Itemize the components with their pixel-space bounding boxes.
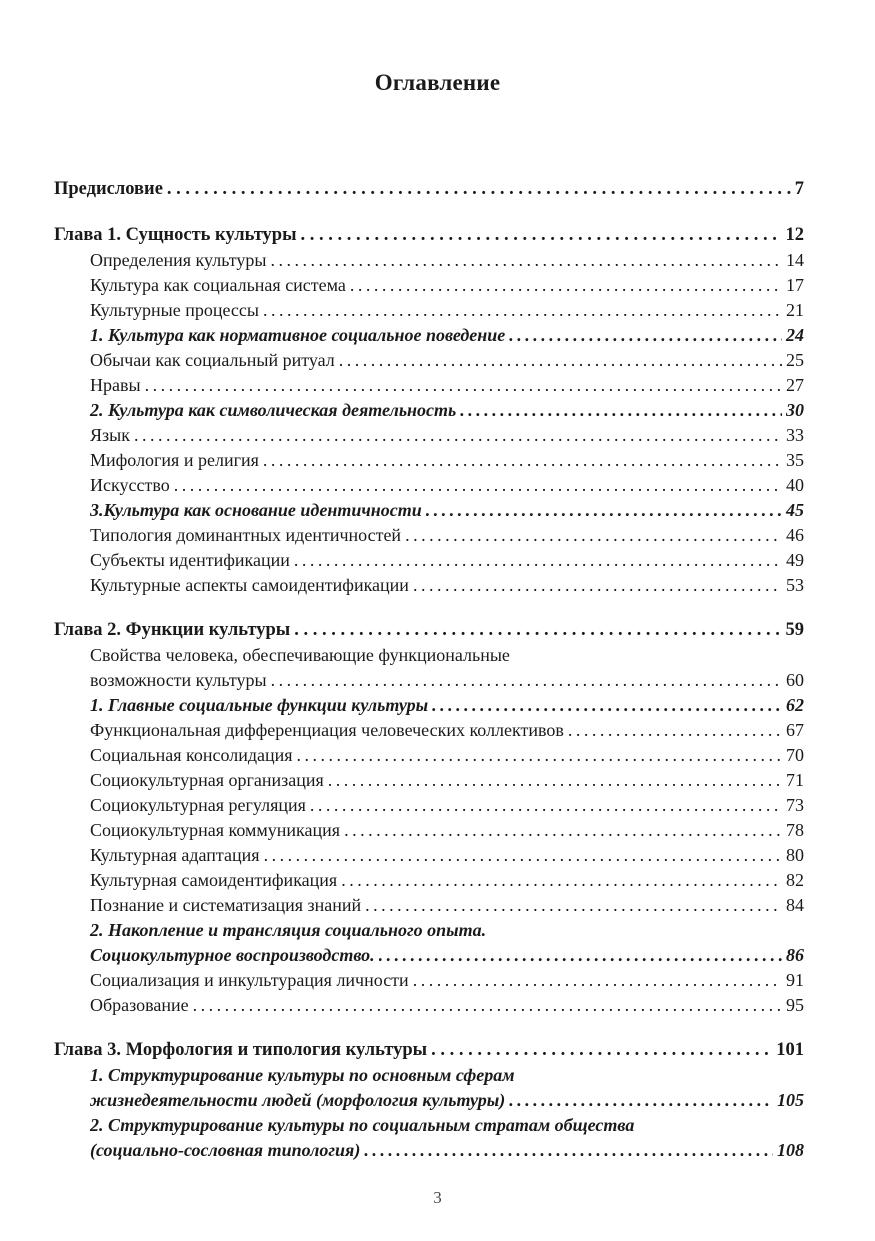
toc-entry[interactable]: Социализация и инкультурация личности . . . 91 [54, 968, 804, 993]
toc-entry[interactable]: Мифология и религия . . . 35 [54, 448, 804, 473]
toc-entry[interactable]: возможности культуры . . . 60 [54, 668, 804, 693]
toc-entry[interactable]: Социокультурная регуляция . . . 73 [54, 793, 804, 818]
toc-entry[interactable]: Культурные аспекты самоидентификации . . . 53 [54, 573, 804, 598]
toc-entry[interactable]: Искусство . . . 40 [54, 473, 804, 498]
toc-entry[interactable]: Социокультурная коммуникация . . . 78 [54, 818, 804, 843]
toc-entry[interactable]: Культурная адаптация . . . 80 [54, 843, 804, 868]
toc-subsection[interactable]: 2. Культура как символическая деятельность . . . 30 [54, 398, 804, 423]
dot-leader [294, 618, 781, 643]
toc-chapter-1[interactable] [54, 223, 804, 248]
toc-entry[interactable]: Образование . . . 95 [54, 993, 804, 1018]
dot-leader [301, 223, 782, 248]
toc-entry-label: Глава 1. Сущность культуры [54, 225, 297, 245]
toc-subsection-line[interactable]: 2. Структурирование культуры по социальным стратам общества [90, 1115, 635, 1135]
toc-entry-label: Предисловие [54, 179, 163, 199]
toc-subsection[interactable]: (социально-сословная типология) . . . 108 [54, 1138, 804, 1163]
toc-entry[interactable]: Функциональная дифференциация человеческих коллективов . . . 67 [54, 718, 804, 743]
page-number: 3 [433, 1188, 442, 1207]
toc-subsection[interactable]: 3.Культура как основание идентичности . . . 45 [54, 498, 804, 523]
toc-entry[interactable]: Культура как социальная система . . . 17 [54, 273, 804, 298]
toc-entry[interactable]: Социокультурная организация . . . 71 [54, 768, 804, 793]
toc-entry[interactable]: Культурная самоидентификация . . . 82 [54, 868, 804, 893]
toc-entry-label: Глава 3. Морфология и типология культуры [54, 1040, 428, 1060]
toc-entry[interactable]: Язык . . . 33 [54, 423, 804, 448]
toc-entry[interactable]: Определения культуры . . . 14 [54, 248, 804, 273]
page-title: Оглавление [374, 70, 501, 95]
toc-chapter-2[interactable] [54, 618, 804, 643]
table-of-contents [54, 177, 804, 1163]
toc-subsection[interactable]: 1. Культура как нормативное социальное поведение . . . 24 [54, 323, 804, 348]
toc-entry-page: 12 [785, 225, 804, 245]
toc-entry-page: 7 [794, 179, 804, 199]
toc-entry[interactable]: Социальная консолидация . . . 70 [54, 743, 804, 768]
toc-subsection-line[interactable]: 2. Накопление и трансляция социального опыта. [90, 920, 487, 940]
dot-leader [167, 177, 791, 202]
toc-entry-page: 59 [785, 620, 804, 640]
toc-subsection[interactable]: жизнедеятельности людей (морфология культуры) . . . 105 [54, 1088, 804, 1113]
toc-entry-page: 101 [776, 1040, 804, 1060]
toc-chapter-3[interactable] [54, 1038, 804, 1063]
toc-entry[interactable]: Субъекты идентификации . . . 49 [54, 548, 804, 573]
toc-entry[interactable]: Типология доминантных идентичностей . . . 46 [54, 523, 804, 548]
toc-subsection[interactable]: Социокультурное воспроизводство. . . . 86 [54, 943, 804, 968]
dot-leader [431, 1038, 772, 1063]
toc-entry-line[interactable]: Свойства человека, обеспечивающие функциональные [90, 645, 510, 665]
toc-entry[interactable]: Культурные процессы . . . 21 [54, 298, 804, 323]
toc-subsection[interactable]: 1. Главные социальные функции культуры . . . 62 [54, 693, 804, 718]
toc-entry-label: Глава 2. Функции культуры [54, 620, 291, 640]
toc-subsection-line[interactable]: 1. Структурирование культуры по основным сферам [90, 1065, 515, 1085]
toc-entry[interactable]: Нравы . . . 27 [54, 373, 804, 398]
toc-entry[interactable]: Обычаи как социальный ритуал . . . 25 [54, 348, 804, 373]
toc-entry[interactable]: Познание и систематизация знаний . . . 84 [54, 893, 804, 918]
toc-entry-preface[interactable] [54, 177, 804, 202]
